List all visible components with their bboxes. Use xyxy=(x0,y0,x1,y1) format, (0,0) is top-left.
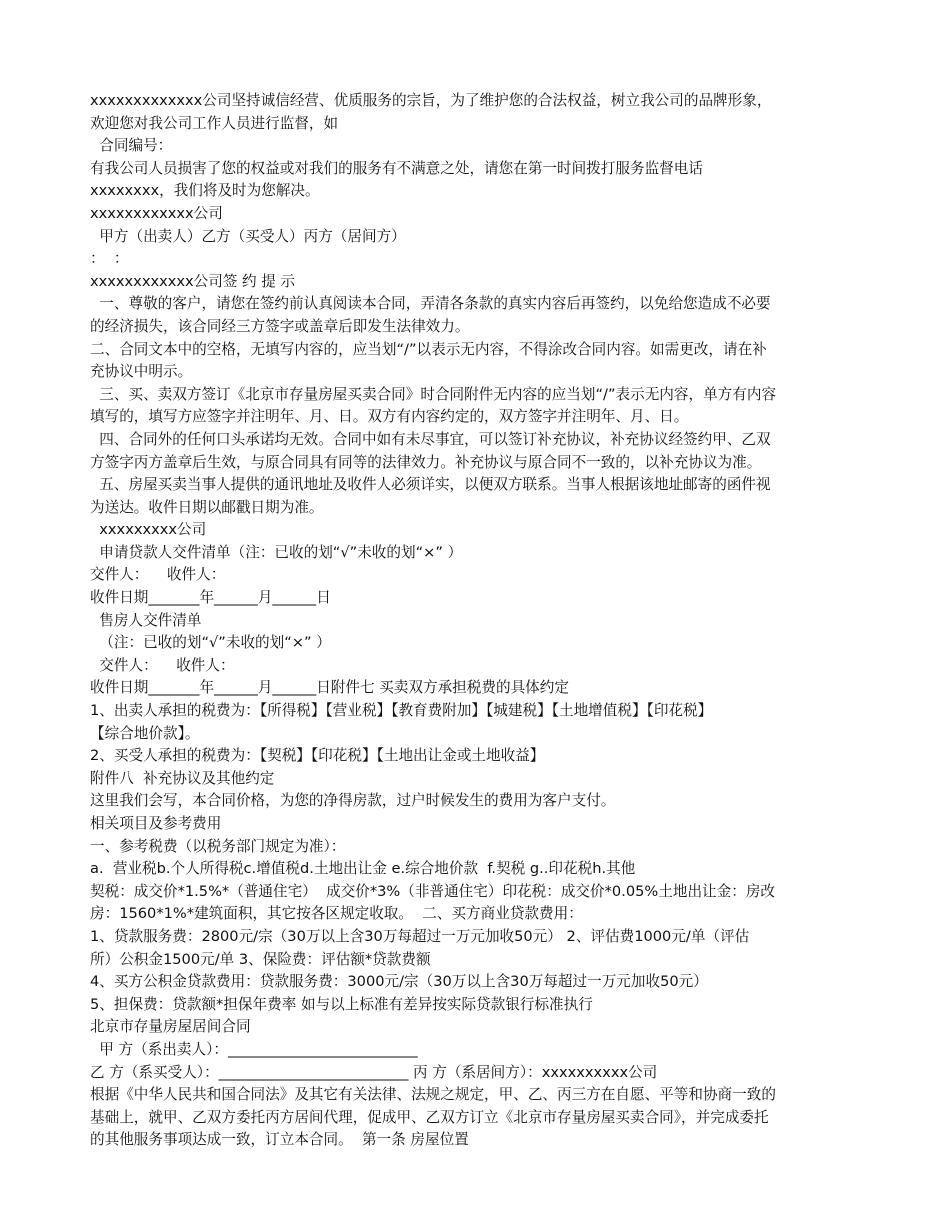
signing-notice-heading: xxxxxxxxxxxx公司签 约 提 示 xyxy=(90,272,296,290)
text-line: 基础上，就甲、乙双方委托丙方居间代理，促成甲、乙双方订立《北京市存量房屋买卖合同》，并完成委托 xyxy=(90,1108,769,1126)
text-line: 2、买受人承担的税费为：【契税】【印花税】【土地出让金或土地收益】 xyxy=(90,747,545,765)
text-line: 欢迎您对我公司工作人员进行监督，如 xyxy=(90,114,339,132)
contract-number-label: 合同编号： xyxy=(90,137,173,155)
text-line: 【综合地价款】。 xyxy=(90,724,200,742)
text-line: 五、房屋买卖当事人提供的通讯地址及收件人必须详实，以便双方联系。当事人根据该地址邮寄的函件视 xyxy=(90,476,771,494)
text-line: 填写的，填写方应签字并注明年、月、日。双方有内容约定的，双方签字并注明年、月、日。 xyxy=(90,408,689,426)
text-line: 房：1560*1%*建筑面积，其它按各区规定收取。 二、买方商业贷款费用： xyxy=(90,905,583,923)
party-a-line: 甲 方（系出卖人）：__________________________ xyxy=(90,1040,418,1058)
receipt-date-line: 收件日期_______年______月______日附件七 买卖双方承担税费的具体约定 xyxy=(90,679,569,697)
text-line: 的其他服务事项达成一致，订立本合同。 第一条 房屋位置 xyxy=(90,1131,469,1149)
text-line: a. 营业税b.个人所得税c.增值税d.土地出让金 e.综合地价款 f.契税 g..印花税h.其他 xyxy=(90,860,636,878)
text-line: 1、出卖人承担的税费为：【所得税】【营业税】【教育费附加】【城建税】【土地增值税】【印花税】 xyxy=(90,702,713,720)
text-line: 有我公司人员损害了您的权益或对我们的服务有不满意之处，请您在第一时间拨打服务监督电话 xyxy=(90,159,703,177)
text-line: 充协议中明示。 xyxy=(90,363,193,381)
company-name: xxxxxxxxx公司 xyxy=(90,521,207,539)
party-b-c-line: 乙 方（系买受人）：__________________________ 丙 方（系居间方）：xxxxxxxxxx公司 xyxy=(90,1063,658,1081)
text-line: 四、合同外的任何口头承诺均无效。合同中如有未尽事宜，可以签订补充协议，补充协议经签约甲、乙双 xyxy=(90,430,771,448)
text-line: 1、贷款服务费：2800元/宗（30万以上含30万每超过一万元加收50元） 2、评估费1000元/单（评估 xyxy=(90,927,750,945)
company-name: xxxxxxxxxxxx公司 xyxy=(90,204,223,222)
loan-applicant-checklist-heading: 申请贷款人交件清单（注：已收的划“√”未收的划“×” ） xyxy=(90,543,463,561)
related-fees-heading: 相关项目及参考费用 xyxy=(90,815,222,832)
text-line: 三、买、卖双方签订《北京市存量房屋买卖合同》时合同附件无内容的应当划“/”表示无内容，单方有内容 xyxy=(90,385,777,403)
text-line: 方签字丙方盖章后生效，与原合同具有同等的法律效力。补充协议与原合同不一致的，以补充协议为准。 xyxy=(90,453,762,471)
brokerage-contract-title: 北京市存量房屋居间合同 xyxy=(90,1018,251,1036)
text-line: 5、担保费：贷款额*担保年费率 如与以上标准有差异按实际贷款银行标准执行 xyxy=(90,995,593,1013)
text-line: 一、参考税费（以税务部门规定为准）： xyxy=(90,837,346,855)
text-line: 为送达。收件日期以邮戳日期为准。 xyxy=(90,498,324,516)
seller-checklist-heading: 售房人交件清单 xyxy=(90,611,202,629)
text-line: 的经济损失，该合同经三方签字或盖章后即发生法律效力。 xyxy=(90,317,470,335)
text-line: （注：已收的划“√”未收的划“×” ） xyxy=(90,634,331,652)
text-line: 这里我们会写，本合同价格，为您的净得房款，过户时候发生的费用为客户支付。 xyxy=(90,792,616,810)
text-line: 契税：成交价*1.5%*（普通住宅） 成交价*3%（非普通住宅）印花税：成交价*0.05%土地出让金：房改 xyxy=(90,882,776,900)
text-line: ： ： xyxy=(90,250,129,268)
text-line: xxxxxxxx，我们将及时为您解决。 xyxy=(90,182,320,200)
text-line: 交件人： 收件人： xyxy=(90,566,226,584)
text-line: 一、尊敬的客户，请您在签约前认真阅读本合同，弄清各条款的真实内容后再签约，以免给您造成不必要 xyxy=(90,295,771,313)
text-line: 所）公积金1500元/单 3、保险费：评估额*贷款费额 xyxy=(90,950,431,968)
text-line: 4、买方公积金贷款费用：贷款服务费：3000元/宗（30万以上含30万每超过一万元加收50元） xyxy=(90,973,708,991)
parties-line: 甲方（出卖人）乙方（买受人）丙方（居间方） xyxy=(90,227,406,245)
text-line: 根据《中华人民共和国合同法》及其它有关法律、法规之规定，甲、乙、丙三方在自愿、平等和协商一致的 xyxy=(90,1086,776,1104)
text-line: xxxxxxxxxxxxx公司坚持诚信经营、优质服务的宗旨，为了维护您的合法权益，树立我公司的品牌形象， xyxy=(90,92,772,109)
appendix-eight-heading: 附件八 补充协议及其他约定 xyxy=(90,769,275,787)
text-line: 交件人： 收件人： xyxy=(90,656,235,674)
receipt-date-line: 收件日期_______年______月______日 xyxy=(90,589,331,607)
text-line: 二、合同文本中的空格，无填写内容的，应当划“/”以表示无内容，不得涂改合同内容。如需更改，请在补 xyxy=(90,340,767,358)
